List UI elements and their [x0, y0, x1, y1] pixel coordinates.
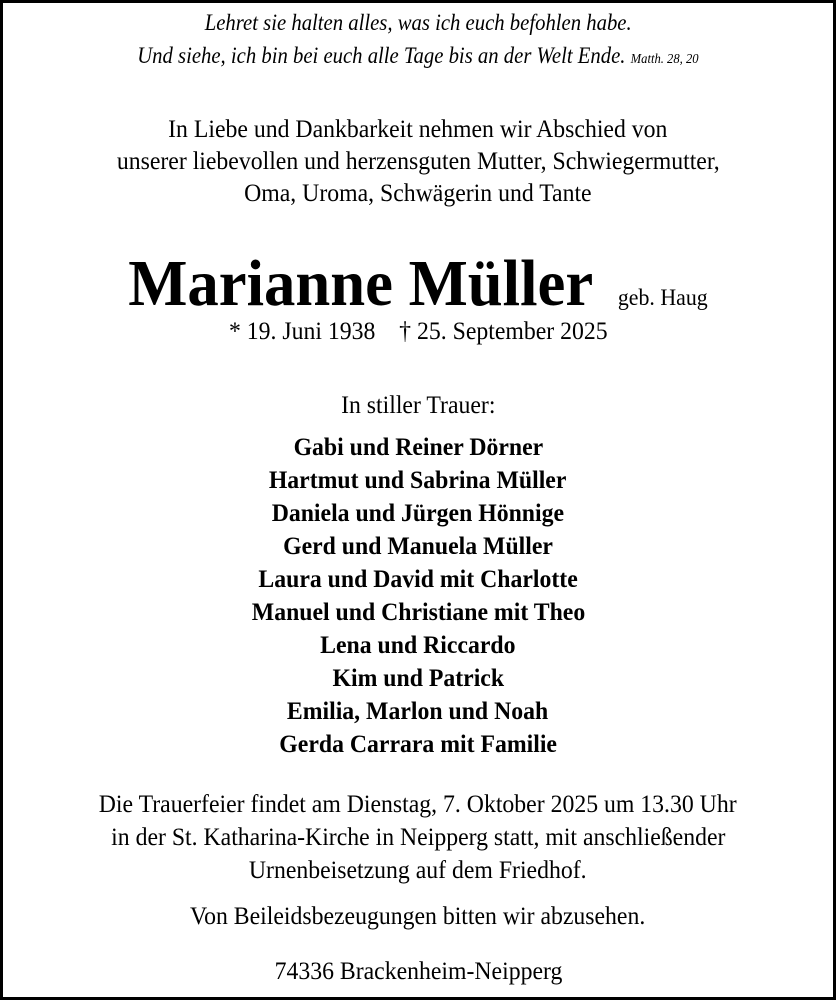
- intro-line: In Liebe und Dankbarkeit nehmen wir Abschied von: [168, 116, 668, 143]
- mourner: Gerd und Manuela Müller: [283, 533, 553, 560]
- mourner: Kim und Patrick: [332, 665, 504, 692]
- mourner: Gerda Carrara mit Familie: [279, 731, 557, 758]
- intro-line: unserer liebevollen und herzensguten Mutter, Schwiegermutter,: [116, 148, 720, 175]
- maiden-name: geb. Haug: [617, 285, 708, 310]
- deceased-name: Marianne Müller: [128, 247, 594, 320]
- address: 74336 Brackenheim-Neipperg: [274, 958, 562, 985]
- intro-line: Oma, Uroma, Schwägerin und Tante: [244, 180, 592, 207]
- mourner: Laura und David mit Charlotte: [258, 566, 578, 593]
- mourner: Hartmut und Sabrina Müller: [269, 467, 567, 494]
- mourner: Manuel und Christiane mit Theo: [251, 599, 585, 626]
- bible-quote-line-2: Und siehe, ich bin bei euch alle Tage bis an der Welt Ende. Matth. 28, 20: [137, 43, 699, 68]
- mourner: Emilia, Marlon und Noah: [287, 698, 549, 725]
- mourner: Lena und Riccardo: [320, 632, 516, 659]
- mourner: Daniela und Jürgen Hönnige: [271, 500, 565, 527]
- bible-reference: Matth. 28, 20: [630, 52, 699, 67]
- mourning-heading: In stiller Trauer:: [340, 392, 496, 419]
- service-info-line: Urnenbeisetzung auf dem Friedhof.: [249, 857, 587, 884]
- deceased-name-line: [3, 247, 833, 320]
- bible-quote-line-1: Lehret sie halten alles, was ich euch befohlen habe.: [204, 10, 632, 35]
- life-dates: * 19. Juni 1938 † 25. September 2025: [228, 318, 608, 345]
- condolence-note: Von Beileidsbezeugungen bitten wir abzusehen.: [190, 903, 646, 930]
- service-info-line: Die Trauerfeier findet am Dienstag, 7. Oktober 2025 um 13.30 Uhr: [99, 791, 737, 818]
- service-info-line: in der St. Katharina-Kirche in Neipperg statt, mit anschließender: [110, 824, 726, 851]
- mourner: Gabi und Reiner Dörner: [293, 434, 543, 461]
